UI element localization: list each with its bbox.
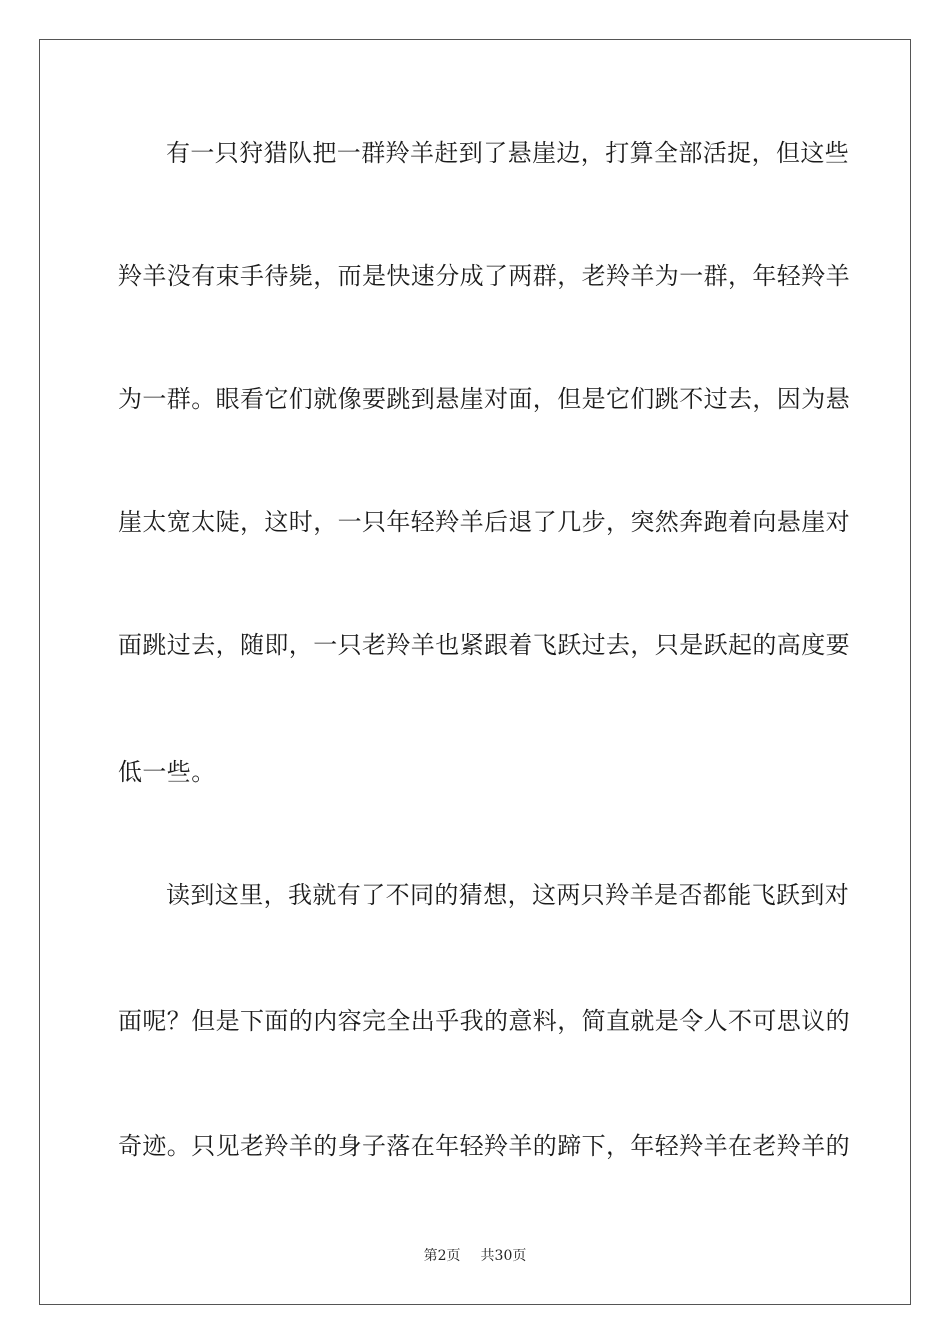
page-number: 第2页 [423,1248,461,1264]
paragraph-2-line-3: 奇迹。只见老羚羊的身子落在年轻羚羊的蹄下，年轻羚羊在老羚羊的 [118,1132,850,1160]
page-border [39,39,911,1305]
paragraph-2-line-1: 读到这里，我就有了不同的猜想，这两只羚羊是否都能飞跃到对 [166,881,850,909]
page-footer [0,1247,950,1265]
page-total: 共30页 [480,1248,527,1264]
paragraph-1-line-1: 有一只狩猎队把一群羚羊赶到了悬崖边，打算全部活捉，但这些 [166,139,850,167]
paragraph-1-line-2: 羚羊没有束手待毙，而是快速分成了两群，老羚羊为一群，年轻羚羊 [118,262,850,290]
paragraph-1-line-4: 崖太宽太陡，这时，一只年轻羚羊后退了几步，突然奔跑着向悬崖对 [118,508,850,536]
paragraph-2-line-2: 面呢？但是下面的内容完全出乎我的意料，简直就是令人不可思议的 [118,1007,850,1035]
paragraph-1-line-6: 低一些。 [118,758,216,786]
paragraph-1-line-3: 为一群。眼看它们就像要跳到悬崖对面，但是它们跳不过去，因为悬 [118,385,850,413]
paragraph-1-line-5: 面跳过去，随即，一只老羚羊也紧跟着飞跃过去，只是跃起的高度要 [118,631,850,659]
